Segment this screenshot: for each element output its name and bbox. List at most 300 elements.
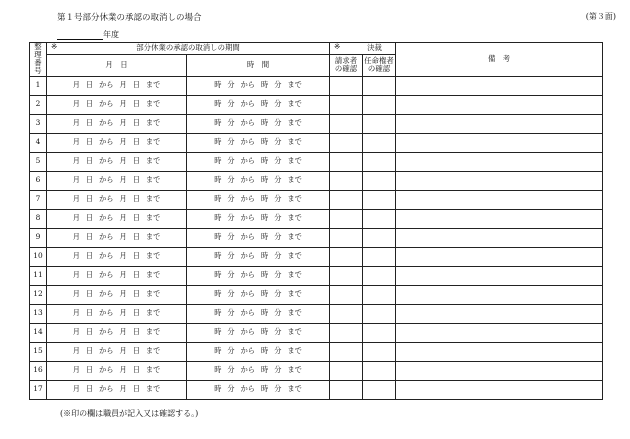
date-text: 日 bbox=[132, 80, 140, 90]
table-row bbox=[30, 228, 603, 247]
time-text: から bbox=[240, 308, 255, 318]
time-text: まで bbox=[287, 175, 302, 185]
appointer-check-cell[interactable] bbox=[363, 171, 396, 190]
date-range-cell[interactable] bbox=[47, 323, 187, 342]
date-range-cell[interactable] bbox=[47, 342, 187, 361]
page-number: (第３面) bbox=[585, 12, 616, 21]
appointer-check-cell[interactable] bbox=[363, 76, 396, 95]
time-text: 分 bbox=[274, 213, 282, 223]
time-text: 時 bbox=[214, 213, 222, 223]
date-range-cell[interactable] bbox=[47, 228, 187, 247]
time-text: から bbox=[240, 194, 255, 204]
time-text: 分 bbox=[227, 194, 235, 204]
date-text: 日 bbox=[85, 80, 94, 90]
row-number: 13 bbox=[30, 304, 47, 323]
appointer-check-cell[interactable] bbox=[363, 190, 396, 209]
time-text: 時 bbox=[261, 289, 269, 299]
table-row bbox=[30, 95, 603, 114]
date-text: から bbox=[99, 251, 114, 261]
asterisk-mark: ※ bbox=[334, 42, 341, 51]
date-text: 日 bbox=[132, 327, 140, 337]
date-text: 日 bbox=[85, 213, 94, 223]
requester-check-cell[interactable] bbox=[330, 133, 363, 152]
row-number: 8 bbox=[30, 209, 47, 228]
date-text: 日 bbox=[85, 251, 94, 261]
time-range-cell[interactable] bbox=[187, 76, 330, 95]
time-text: から bbox=[240, 175, 255, 185]
table-row bbox=[30, 171, 603, 190]
date-text: 月 bbox=[119, 99, 127, 109]
requester-check-cell[interactable] bbox=[330, 304, 363, 323]
remarks-cell[interactable] bbox=[396, 133, 603, 152]
time-text: まで bbox=[287, 156, 302, 166]
time-text: 時 bbox=[214, 308, 222, 318]
date-text: 日 bbox=[85, 232, 94, 242]
date-text: まで bbox=[145, 80, 161, 90]
time-range-cell[interactable] bbox=[187, 342, 330, 361]
time-text: 分 bbox=[274, 137, 282, 147]
time-text: 分 bbox=[227, 308, 235, 318]
time-text: 時 bbox=[261, 137, 269, 147]
time-text: 分 bbox=[227, 175, 235, 185]
table-row bbox=[30, 114, 603, 133]
time-range-cell[interactable] bbox=[187, 152, 330, 171]
date-text: から bbox=[99, 137, 114, 147]
table-row bbox=[30, 380, 603, 399]
date-range-cell[interactable] bbox=[47, 304, 187, 323]
time-text: 時 bbox=[214, 156, 222, 166]
row-number: 11 bbox=[30, 266, 47, 285]
time-text: 時 bbox=[261, 270, 269, 280]
time-text: 時 bbox=[214, 80, 222, 90]
time-text: から bbox=[240, 365, 255, 375]
remarks-cell[interactable] bbox=[396, 152, 603, 171]
appointer-check-cell[interactable] bbox=[363, 304, 396, 323]
remarks-cell[interactable] bbox=[396, 380, 603, 399]
requester-check-cell[interactable] bbox=[330, 380, 363, 399]
time-text: まで bbox=[287, 327, 302, 337]
remarks-cell[interactable] bbox=[396, 323, 603, 342]
requester-check-cell[interactable] bbox=[330, 152, 363, 171]
time-text: 時 bbox=[214, 270, 222, 280]
date-range-cell[interactable] bbox=[47, 114, 187, 133]
date-text: 月 bbox=[72, 194, 80, 204]
year-label: 年度 bbox=[103, 30, 119, 39]
time-text: 分 bbox=[274, 194, 282, 204]
requester-check-cell[interactable] bbox=[330, 114, 363, 133]
header-decision: ※ 決裁 bbox=[330, 43, 396, 55]
time-text: 分 bbox=[227, 80, 235, 90]
date-text: 日 bbox=[132, 308, 140, 318]
time-range-cell[interactable] bbox=[187, 247, 330, 266]
time-text: 時 bbox=[261, 99, 269, 109]
row-number: 4 bbox=[30, 133, 47, 152]
time-text: 分 bbox=[274, 365, 282, 375]
row-number: 14 bbox=[30, 323, 47, 342]
remarks-cell[interactable] bbox=[396, 285, 603, 304]
time-text: 分 bbox=[274, 270, 282, 280]
date-range-cell[interactable] bbox=[47, 285, 187, 304]
date-text: 日 bbox=[132, 99, 140, 109]
date-text: 月 bbox=[72, 365, 80, 375]
appointer-check-cell[interactable] bbox=[363, 247, 396, 266]
time-text: から bbox=[240, 346, 255, 356]
row-number: 9 bbox=[30, 228, 47, 247]
date-text: 月 bbox=[72, 213, 80, 223]
date-text: 日 bbox=[85, 308, 94, 318]
time-text: まで bbox=[287, 251, 302, 261]
date-text: まで bbox=[145, 251, 161, 261]
requester-check-cell[interactable] bbox=[330, 171, 363, 190]
table-row bbox=[30, 247, 603, 266]
date-text: 月 bbox=[72, 137, 80, 147]
time-range-cell[interactable] bbox=[187, 285, 330, 304]
date-text: まで bbox=[145, 289, 161, 299]
date-text: まで bbox=[145, 156, 161, 166]
year-blank-line[interactable] bbox=[57, 30, 103, 40]
row-number: 12 bbox=[30, 285, 47, 304]
time-text: 分 bbox=[227, 289, 235, 299]
footnote: (※印の欄は職員が記入又は確認する。) bbox=[60, 409, 199, 418]
time-text: まで bbox=[287, 232, 302, 242]
time-range-cell[interactable] bbox=[187, 171, 330, 190]
header-number: 整理番号 bbox=[30, 43, 47, 77]
requester-check-cell[interactable] bbox=[330, 95, 363, 114]
time-text: 時 bbox=[214, 251, 222, 261]
appointer-check-cell[interactable] bbox=[363, 266, 396, 285]
table-row bbox=[30, 76, 603, 95]
date-text: 月 bbox=[119, 156, 127, 166]
date-text: 日 bbox=[132, 137, 140, 147]
requester-check-cell[interactable] bbox=[330, 266, 363, 285]
date-text: 月 bbox=[119, 232, 127, 242]
date-text: から bbox=[99, 99, 114, 109]
time-text: 時 bbox=[214, 327, 222, 337]
time-text: 時 bbox=[214, 137, 222, 147]
date-text: から bbox=[99, 270, 114, 280]
table-row bbox=[30, 342, 603, 361]
requester-check-cell[interactable] bbox=[330, 323, 363, 342]
date-text: まで bbox=[145, 327, 161, 337]
row-number: 15 bbox=[30, 342, 47, 361]
header-date: 月 日 bbox=[47, 55, 187, 76]
date-text: 月 bbox=[119, 251, 127, 261]
row-number: 7 bbox=[30, 190, 47, 209]
date-text: 日 bbox=[85, 175, 94, 185]
time-text: 分 bbox=[227, 365, 235, 375]
time-text: 時 bbox=[261, 308, 269, 318]
time-range-cell[interactable] bbox=[187, 133, 330, 152]
table-row bbox=[30, 323, 603, 342]
remarks-cell[interactable] bbox=[396, 304, 603, 323]
time-range-cell[interactable] bbox=[187, 266, 330, 285]
time-text: 分 bbox=[227, 118, 235, 128]
time-range-cell[interactable] bbox=[187, 361, 330, 380]
date-text: から bbox=[99, 175, 114, 185]
date-range-cell[interactable] bbox=[47, 247, 187, 266]
time-text: から bbox=[240, 232, 255, 242]
date-range-cell[interactable] bbox=[47, 133, 187, 152]
time-text: から bbox=[240, 99, 255, 109]
requester-check-cell[interactable] bbox=[330, 342, 363, 361]
date-text: 日 bbox=[132, 118, 140, 128]
time-range-cell[interactable] bbox=[187, 209, 330, 228]
date-text: から bbox=[99, 365, 114, 375]
date-text: から bbox=[99, 80, 114, 90]
appointer-check-cell[interactable] bbox=[363, 285, 396, 304]
appointer-check-cell[interactable] bbox=[363, 342, 396, 361]
date-text: まで bbox=[145, 118, 161, 128]
time-text: から bbox=[240, 289, 255, 299]
appointer-check-cell[interactable] bbox=[363, 114, 396, 133]
requester-check-cell[interactable] bbox=[330, 285, 363, 304]
time-text: まで bbox=[287, 80, 302, 90]
date-text: 月 bbox=[119, 365, 127, 375]
time-text: 分 bbox=[274, 175, 282, 185]
table-row bbox=[30, 152, 603, 171]
date-range-cell[interactable] bbox=[47, 361, 187, 380]
remarks-cell[interactable] bbox=[396, 95, 603, 114]
time-range-cell[interactable] bbox=[187, 95, 330, 114]
date-text: 月 bbox=[72, 289, 80, 299]
cancellation-table bbox=[29, 42, 603, 400]
date-text: 月 bbox=[119, 327, 127, 337]
header-time: 時 間 bbox=[187, 55, 330, 76]
date-text: 月 bbox=[72, 175, 80, 185]
date-text: 月 bbox=[119, 213, 127, 223]
time-text: 分 bbox=[274, 232, 282, 242]
time-range-cell[interactable] bbox=[187, 228, 330, 247]
date-range-cell[interactable] bbox=[47, 209, 187, 228]
date-text: 日 bbox=[85, 99, 94, 109]
date-range-cell[interactable] bbox=[47, 380, 187, 399]
appointer-check-cell[interactable] bbox=[363, 323, 396, 342]
date-text: から bbox=[99, 156, 114, 166]
time-text: から bbox=[240, 270, 255, 280]
time-text: 時 bbox=[261, 213, 269, 223]
date-text: まで bbox=[145, 384, 161, 394]
date-text: まで bbox=[145, 194, 161, 204]
requester-check-cell[interactable] bbox=[330, 209, 363, 228]
time-range-cell[interactable] bbox=[187, 323, 330, 342]
date-text: 月 bbox=[119, 346, 127, 356]
date-text: 月 bbox=[72, 327, 80, 337]
date-text: 月 bbox=[119, 384, 127, 394]
remarks-cell[interactable] bbox=[396, 266, 603, 285]
time-text: 分 bbox=[227, 327, 235, 337]
time-text: 時 bbox=[261, 327, 269, 337]
time-text: 分 bbox=[274, 308, 282, 318]
time-text: から bbox=[240, 137, 255, 147]
date-text: 月 bbox=[119, 118, 127, 128]
time-text: 時 bbox=[214, 194, 222, 204]
time-text: まで bbox=[287, 346, 302, 356]
time-text: まで bbox=[287, 308, 302, 318]
date-text: 日 bbox=[132, 156, 140, 166]
requester-check-cell[interactable] bbox=[330, 190, 363, 209]
date-text: 日 bbox=[132, 270, 140, 280]
date-text: 日 bbox=[132, 175, 140, 185]
remarks-cell[interactable] bbox=[396, 342, 603, 361]
date-text: まで bbox=[145, 232, 161, 242]
time-text: 分 bbox=[227, 384, 235, 394]
date-text: 日 bbox=[132, 251, 140, 261]
date-text: まで bbox=[145, 270, 161, 280]
date-text: から bbox=[99, 289, 114, 299]
table-row bbox=[30, 190, 603, 209]
table-row bbox=[30, 209, 603, 228]
time-text: まで bbox=[287, 384, 302, 394]
time-range-cell[interactable] bbox=[187, 190, 330, 209]
date-range-cell[interactable] bbox=[47, 152, 187, 171]
appointer-check-cell[interactable] bbox=[363, 95, 396, 114]
date-text: 月 bbox=[119, 289, 127, 299]
time-text: 時 bbox=[214, 346, 222, 356]
date-text: 月 bbox=[119, 175, 127, 185]
time-text: 分 bbox=[274, 384, 282, 394]
time-text: 分 bbox=[227, 270, 235, 280]
time-text: 分 bbox=[274, 99, 282, 109]
row-number: 17 bbox=[30, 380, 47, 399]
time-text: 分 bbox=[227, 99, 235, 109]
time-text: 分 bbox=[274, 346, 282, 356]
time-text: 分 bbox=[227, 137, 235, 147]
time-text: 時 bbox=[214, 289, 222, 299]
time-text: 分 bbox=[227, 213, 235, 223]
remarks-cell[interactable] bbox=[396, 76, 603, 95]
time-text: から bbox=[240, 80, 255, 90]
date-text: 日 bbox=[132, 384, 140, 394]
appointer-check-cell[interactable] bbox=[363, 228, 396, 247]
remarks-cell[interactable] bbox=[396, 228, 603, 247]
date-text: 日 bbox=[132, 365, 140, 375]
date-text: から bbox=[99, 346, 114, 356]
date-text: 月 bbox=[72, 308, 80, 318]
time-text: 時 bbox=[261, 384, 269, 394]
date-range-cell[interactable] bbox=[47, 266, 187, 285]
appointer-check-cell[interactable] bbox=[363, 209, 396, 228]
date-text: まで bbox=[145, 308, 161, 318]
time-text: 分 bbox=[274, 156, 282, 166]
time-text: 時 bbox=[261, 346, 269, 356]
time-text: まで bbox=[287, 99, 302, 109]
time-text: 時 bbox=[214, 384, 222, 394]
time-text: から bbox=[240, 213, 255, 223]
time-text: 分 bbox=[274, 80, 282, 90]
form-title: 第１号部分休業の承認の取消しの場合 bbox=[57, 13, 202, 23]
date-range-cell[interactable] bbox=[47, 76, 187, 95]
remarks-cell[interactable] bbox=[396, 247, 603, 266]
time-text: 分 bbox=[274, 289, 282, 299]
appointer-check-cell[interactable] bbox=[363, 133, 396, 152]
date-text: から bbox=[99, 194, 114, 204]
time-text: 時 bbox=[261, 156, 269, 166]
time-text: 分 bbox=[227, 346, 235, 356]
date-text: 月 bbox=[72, 156, 80, 166]
date-text: 日 bbox=[85, 384, 94, 394]
date-text: まで bbox=[145, 346, 161, 356]
date-text: まで bbox=[145, 213, 161, 223]
date-text: 日 bbox=[85, 365, 94, 375]
date-text: 月 bbox=[119, 80, 127, 90]
date-text: まで bbox=[145, 137, 161, 147]
date-text: 月 bbox=[72, 80, 80, 90]
table-row bbox=[30, 133, 603, 152]
date-text: 日 bbox=[132, 346, 140, 356]
requester-check-cell[interactable] bbox=[330, 228, 363, 247]
time-range-cell[interactable] bbox=[187, 380, 330, 399]
row-number: 1 bbox=[30, 76, 47, 95]
appointer-check-cell[interactable] bbox=[363, 361, 396, 380]
date-text: 月 bbox=[119, 308, 127, 318]
time-text: まで bbox=[287, 270, 302, 280]
row-number: 6 bbox=[30, 171, 47, 190]
requester-check-cell[interactable] bbox=[330, 76, 363, 95]
table-row bbox=[30, 285, 603, 304]
remarks-cell[interactable] bbox=[396, 209, 603, 228]
table-row bbox=[30, 304, 603, 323]
date-text: 月 bbox=[72, 99, 80, 109]
time-text: 分 bbox=[274, 251, 282, 261]
date-text: 月 bbox=[119, 194, 127, 204]
date-text: 月 bbox=[72, 384, 80, 394]
time-text: まで bbox=[287, 365, 302, 375]
row-number: 5 bbox=[30, 152, 47, 171]
date-text: まで bbox=[145, 365, 161, 375]
time-text: 時 bbox=[261, 80, 269, 90]
date-text: から bbox=[99, 384, 114, 394]
header-cancel-period: ※ 部分休業の承認の取消しの期間 bbox=[47, 43, 330, 55]
date-range-cell[interactable] bbox=[47, 190, 187, 209]
date-range-cell[interactable] bbox=[47, 171, 187, 190]
time-text: 時 bbox=[261, 118, 269, 128]
date-text: 月 bbox=[119, 270, 127, 280]
remarks-cell[interactable] bbox=[396, 361, 603, 380]
date-text: 日 bbox=[132, 194, 140, 204]
requester-check-cell[interactable] bbox=[330, 247, 363, 266]
remarks-cell[interactable] bbox=[396, 114, 603, 133]
asterisk-mark: ※ bbox=[51, 42, 58, 51]
remarks-cell[interactable] bbox=[396, 171, 603, 190]
date-text: 月 bbox=[72, 232, 80, 242]
time-text: 時 bbox=[261, 365, 269, 375]
appointer-check-cell[interactable] bbox=[363, 152, 396, 171]
requester-check-cell[interactable] bbox=[330, 361, 363, 380]
time-text: 時 bbox=[261, 175, 269, 185]
appointer-check-cell[interactable] bbox=[363, 380, 396, 399]
date-text: 日 bbox=[85, 137, 94, 147]
date-text: 日 bbox=[132, 289, 140, 299]
time-text: から bbox=[240, 327, 255, 337]
fiscal-year bbox=[57, 29, 119, 40]
date-text: 日 bbox=[132, 232, 140, 242]
time-text: 時 bbox=[261, 251, 269, 261]
time-range-cell[interactable] bbox=[187, 114, 330, 133]
time-text: 分 bbox=[227, 232, 235, 242]
time-text: 時 bbox=[214, 118, 222, 128]
header-appointer-check: 任命権者の確認 bbox=[363, 55, 396, 76]
date-text: 月 bbox=[72, 118, 80, 128]
remarks-cell[interactable] bbox=[396, 190, 603, 209]
time-text: まで bbox=[287, 137, 302, 147]
row-number: 10 bbox=[30, 247, 47, 266]
date-range-cell[interactable] bbox=[47, 95, 187, 114]
time-text: 時 bbox=[214, 232, 222, 242]
date-text: から bbox=[99, 232, 114, 242]
time-range-cell[interactable] bbox=[187, 304, 330, 323]
date-text: から bbox=[99, 213, 114, 223]
date-text: 日 bbox=[85, 194, 94, 204]
